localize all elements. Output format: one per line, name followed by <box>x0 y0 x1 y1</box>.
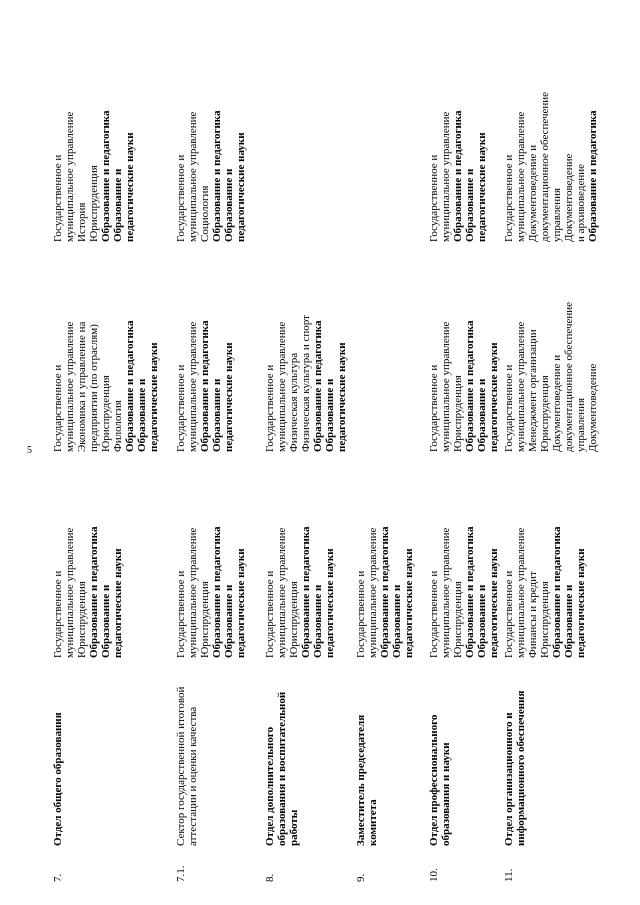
specialty-line: Государственное и <box>175 154 187 242</box>
specialty-line: Образование и <box>312 584 324 658</box>
specialty-line: педагогические науки <box>235 132 247 242</box>
specialty-line: Юриспруденция <box>452 581 464 658</box>
specialty-line: муниципальное управление <box>276 527 288 658</box>
specialty-line: Физическая культура <box>288 352 300 452</box>
specialty-line: Образование и <box>211 378 223 452</box>
specialty-line: Образование и педагогика <box>551 526 563 658</box>
specialty-line: педагогические науки <box>235 548 247 658</box>
specialty-line: Государственное и <box>428 154 440 242</box>
specialty-line: Государственное и <box>264 570 276 658</box>
specialty-line: Государственное и <box>175 364 187 452</box>
specialty-line: Юриспруденция <box>452 375 464 452</box>
specialty-line: Образование и педагогика <box>199 320 211 452</box>
specialty-line: Образование и <box>391 584 403 658</box>
specialty-line: Документоведение <box>563 153 575 242</box>
specialty-line: Юриспруденция <box>539 581 551 658</box>
specialty-line: муниципальное управление <box>276 321 288 452</box>
specialty-line: педагогические науки <box>476 132 488 242</box>
specialty-line: Образование и педагогика <box>464 526 476 658</box>
specialty-line: Образование и педагогика <box>88 526 100 658</box>
specialty-line: муниципальное управление <box>440 321 452 452</box>
specialty-line: документационное обеспечение <box>539 91 551 242</box>
specialty-line: муниципальное управление <box>440 527 452 658</box>
specialty-line: Государственное и <box>52 154 64 242</box>
specialty-line: Юриспруденция <box>199 581 211 658</box>
specialty-line: Образование и педагогика <box>211 526 223 658</box>
specialty-line: Юриспруденция <box>100 375 112 452</box>
specialty-line: Образование и <box>476 378 488 452</box>
row-number: 8. <box>264 873 276 882</box>
specialty-line: Образование и педагогика <box>464 320 476 452</box>
specialty-line: муниципальное управление <box>187 527 199 658</box>
specialties-column-1 <box>264 468 336 658</box>
specialties-column-1 <box>175 468 247 658</box>
specialty-line: Образование и <box>223 584 235 658</box>
specialty-line: муниципальное управление <box>515 527 527 658</box>
specialty-line: Документоведение <box>587 363 599 452</box>
specialty-line: муниципальное управление <box>440 111 452 242</box>
specialty-line: Образование и педагогика <box>312 320 324 452</box>
specialty-line: Документоведение и <box>551 354 563 452</box>
specialty-line: Юриспруденция <box>288 581 300 658</box>
specialty-line: Государственное и <box>355 570 367 658</box>
specialty-line: документационное обеспечение <box>563 301 575 452</box>
specialty-line: Государственное и <box>52 364 64 452</box>
department-name: Отдел общего образования <box>52 712 64 846</box>
specialty-line: Образование и <box>100 584 112 658</box>
specialty-line: педагогические науки <box>336 342 348 452</box>
specialty-line: муниципальное управление <box>64 111 76 242</box>
specialty-line: муниципальное управление <box>187 111 199 242</box>
specialty-line: Филология <box>112 400 124 452</box>
specialty-line: муниципальное управление <box>187 321 199 452</box>
specialty-line: Финансы и кредит <box>527 571 539 658</box>
specialty-line: педагогические науки <box>575 548 587 658</box>
specialty-line: муниципальное управление <box>515 321 527 452</box>
specialty-line: педагогические науки <box>324 548 336 658</box>
specialties-column-3 <box>175 17 247 242</box>
specialty-line: Образование и <box>464 168 476 242</box>
department-name: Отдел профессионального образования и науки <box>428 714 452 846</box>
specialties-column-1 <box>503 468 587 658</box>
specialty-line: педагогические науки <box>112 548 124 658</box>
department-name: Отдел организационного и информационного обеспечения <box>503 690 527 846</box>
specialty-line: Государственное и <box>175 570 187 658</box>
specialty-line: Образование и педагогика <box>452 110 464 242</box>
specialties-column-3 <box>428 17 488 242</box>
specialty-line: Образование и педагогика <box>379 526 391 658</box>
specialties-column-2 <box>428 262 500 452</box>
specialty-line: педагогические науки <box>223 342 235 452</box>
specialties-column-2 <box>503 262 599 452</box>
specialty-line: Образование и <box>112 168 124 242</box>
specialty-line: муниципальное управление <box>515 111 527 242</box>
specialty-line: Государственное и <box>264 364 276 452</box>
specialties-column-3 <box>52 17 136 242</box>
specialties-column-1 <box>428 468 500 658</box>
department-name: Заместитель председателя комитета <box>355 714 379 846</box>
row-number: 7.1. <box>175 865 187 882</box>
specialty-line: Государственное и <box>428 364 440 452</box>
specialty-line: управления <box>575 397 587 452</box>
specialty-line: История <box>76 202 88 242</box>
specialty-line: Образование и <box>136 378 148 452</box>
specialty-line: Физическая культура и спорт <box>300 315 312 452</box>
specialty-line: и архивоведение <box>575 163 587 242</box>
specialty-line: Образование и педагогика <box>587 110 599 242</box>
specialty-line: Юриспруденция <box>76 581 88 658</box>
specialty-line: Образование и педагогика <box>300 526 312 658</box>
specialty-line: Образование и педагогика <box>124 320 136 452</box>
specialty-line: муниципальное управление <box>64 527 76 658</box>
specialty-line: Государственное и <box>503 364 515 452</box>
specialty-line: Государственное и <box>503 154 515 242</box>
specialty-line: педагогические науки <box>488 342 500 452</box>
specialty-line: Документоведение и <box>527 144 539 242</box>
specialty-line: Образование и <box>563 584 575 658</box>
department-name: Отдел дополнительного образования и воспитательной работы <box>264 691 300 846</box>
specialty-line: Образование и <box>223 168 235 242</box>
specialty-line: Менеджмент организации <box>527 329 539 452</box>
specialties-column-2 <box>175 262 235 452</box>
row-number: 9. <box>355 873 367 882</box>
specialty-line: Государственное и <box>52 570 64 658</box>
specialty-line: педагогические науки <box>403 548 415 658</box>
specialties-column-2 <box>52 262 160 452</box>
specialty-line: Образование и педагогика <box>100 110 112 242</box>
specialty-line: Государственное и <box>428 570 440 658</box>
specialty-line: Образование и педагогика <box>211 110 223 242</box>
specialty-line: предприятии (по отраслям) <box>88 324 100 452</box>
specialty-line: Социология <box>199 185 211 242</box>
row-number: 10. <box>428 868 440 882</box>
specialty-line: педагогические науки <box>488 548 500 658</box>
department-name: Сектор государственной итоговой аттестации и оценки качества <box>175 686 199 846</box>
specialties-column-1 <box>52 468 124 658</box>
specialties-column-1 <box>355 468 415 658</box>
specialty-line: Государственное и <box>503 570 515 658</box>
specialty-line: Образование и <box>476 584 488 658</box>
specialty-line: Образование и <box>324 378 336 452</box>
row-number: 11. <box>503 868 515 882</box>
specialty-line: педагогические науки <box>148 342 160 452</box>
qualification-table <box>48 2 608 882</box>
page-number: 5 <box>27 445 32 456</box>
specialty-line: Юриспруденция <box>539 375 551 452</box>
specialty-line: муниципальное управление <box>64 321 76 452</box>
specialty-line: Юриспруденция <box>88 165 100 242</box>
row-number: 7. <box>52 873 64 882</box>
specialty-line: педагогические науки <box>124 132 136 242</box>
specialties-column-3 <box>503 17 599 242</box>
specialties-column-2 <box>264 262 348 452</box>
specialty-line: муниципальное управление <box>367 527 379 658</box>
specialty-line: управления <box>551 187 563 242</box>
specialty-line: Экономика и управление на <box>76 321 88 452</box>
